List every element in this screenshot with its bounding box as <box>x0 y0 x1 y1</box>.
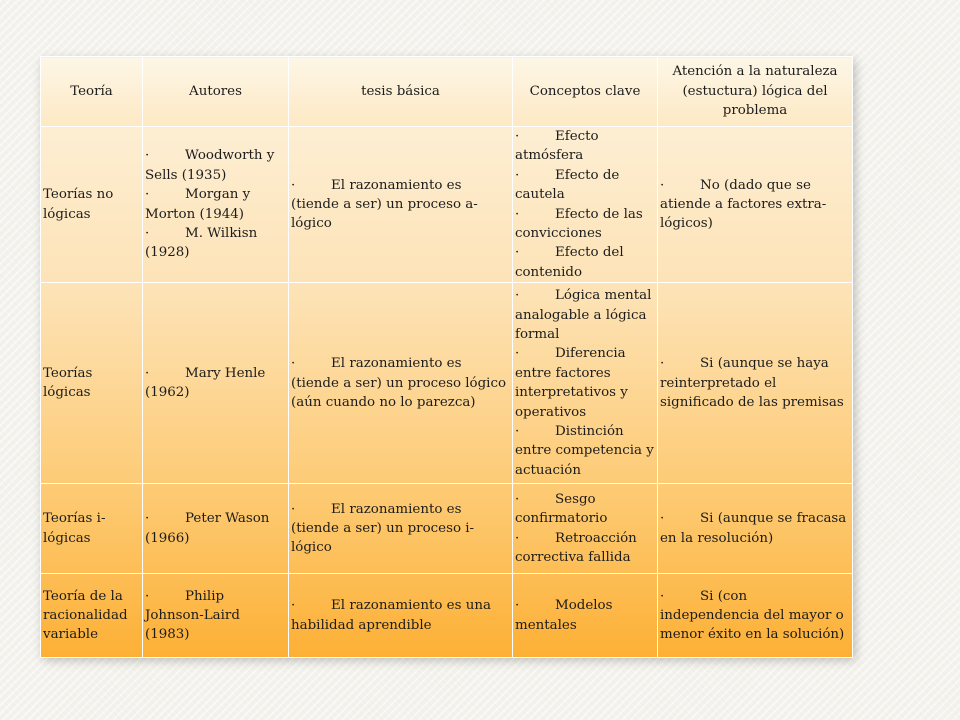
cell-teoria: Teorías lógicas <box>41 283 143 484</box>
author-item <box>145 224 286 263</box>
table-row <box>41 484 853 574</box>
author-text: Woodworth y Sells (1935) <box>145 148 275 183</box>
cell-atencion <box>658 283 853 484</box>
bullet: · <box>660 356 665 372</box>
bullet: · <box>515 530 520 546</box>
bullet: · <box>660 511 665 527</box>
author-text: Mary Henle (1962) <box>145 365 266 401</box>
table-header-row <box>41 57 853 127</box>
concept-item <box>515 205 655 244</box>
header-atencion: Atención a la naturaleza (estuctura) lógica del problema <box>658 57 853 127</box>
bullet: · <box>291 598 296 614</box>
bullet: · <box>145 588 150 604</box>
concept-text: Lógica mental analogable a lógica formal <box>515 288 652 343</box>
concept-text: Modelos mentales <box>515 598 613 633</box>
tesis-text: El razonamiento es (tiende a ser) un proceso a-lógico <box>291 177 478 232</box>
author-item <box>145 587 286 645</box>
bullet: · <box>515 129 520 144</box>
table-row <box>41 574 853 658</box>
bullet: · <box>145 365 150 381</box>
concept-text: Distinción entre competencia y actuación <box>515 424 654 478</box>
concept-item <box>515 166 655 205</box>
concept-item <box>515 243 655 282</box>
bullet: · <box>515 598 520 614</box>
concept-text: Retroacción correctiva fallida <box>515 530 637 566</box>
concept-item <box>515 490 655 529</box>
bullet: · <box>291 356 296 372</box>
author-item <box>145 185 286 224</box>
cell-tesis <box>289 283 513 484</box>
cell-atencion <box>658 484 853 574</box>
cell-conceptos <box>513 127 658 283</box>
bullet: · <box>145 511 150 527</box>
bullet: · <box>515 167 520 183</box>
cell-autores <box>143 574 289 658</box>
cell-conceptos <box>513 283 658 484</box>
cell-tesis <box>289 484 513 574</box>
concept-text: Efecto de las convicciones <box>515 206 643 242</box>
concept-item <box>515 529 655 568</box>
bullet: · <box>145 226 150 242</box>
cell-conceptos <box>513 574 658 658</box>
cell-autores <box>143 127 289 283</box>
theories-table <box>40 56 853 658</box>
bullet: · <box>515 288 520 304</box>
cell-atencion <box>658 127 853 283</box>
cell-tesis <box>289 127 513 283</box>
bullet: · <box>515 424 520 440</box>
concept-text: Efecto de cautela <box>515 167 620 203</box>
author-item <box>145 364 286 403</box>
bullet: · <box>291 501 296 517</box>
atencion-text: No (dado que se atiende a factores extra-lógicos) <box>660 177 827 232</box>
header-tesis: tesis básica <box>289 57 513 127</box>
author-text: Peter Wason (1966) <box>145 511 270 546</box>
cell-teoria: Teoría de la racionalidad variable <box>41 574 143 658</box>
concept-item <box>515 286 655 344</box>
bullet: · <box>660 588 665 604</box>
concept-item <box>515 344 655 422</box>
atencion-text: Si (con independencia del mayor o menor éxito en la solución) <box>660 588 845 643</box>
bullet: · <box>145 148 150 164</box>
tesis-text: El razonamiento es (tiende a ser) un proceso lógico (aún cuando no lo parezca) <box>291 356 507 410</box>
author-text: Morgan y Morton (1944) <box>145 187 251 222</box>
concept-text: Sesgo confirmatorio <box>515 491 608 527</box>
author-item <box>145 509 286 548</box>
header-conceptos: Conceptos clave <box>513 57 658 127</box>
bullet: · <box>515 491 520 507</box>
table-row <box>41 127 853 283</box>
cell-teoria: Teorías no lógicas <box>41 127 143 283</box>
cell-teoria: Teorías i-lógicas <box>41 484 143 574</box>
bullet: · <box>515 245 520 261</box>
concept-item <box>515 422 655 480</box>
concept-item <box>515 127 655 166</box>
bullet: · <box>291 177 296 193</box>
cell-autores <box>143 283 289 484</box>
concept-text: Efecto del contenido <box>515 245 624 280</box>
table-row <box>41 283 853 484</box>
bullet: · <box>515 206 520 222</box>
cell-tesis <box>289 574 513 658</box>
tesis-text: El razonamiento es una habilidad aprendible <box>291 598 491 633</box>
concept-text: Efecto atmósfera <box>515 129 599 164</box>
bullet: · <box>660 177 665 193</box>
author-item <box>145 146 286 185</box>
atencion-text: Si (aunque se haya reinterpretado el significado de las premisas <box>660 356 844 410</box>
cell-autores <box>143 484 289 574</box>
header-teoria: Teoría <box>41 57 143 127</box>
bullet: · <box>515 346 520 362</box>
cell-conceptos <box>513 484 658 574</box>
author-text: Philip Johnson-Laird (1983) <box>145 588 240 643</box>
concept-item <box>515 596 655 635</box>
atencion-text: Si (aunque se fracasa en la resolución) <box>660 511 847 546</box>
tesis-text: El razonamiento es (tiende a ser) un proceso i-lógico <box>291 501 475 556</box>
header-autores: Autores <box>143 57 289 127</box>
cell-atencion <box>658 574 853 658</box>
bullet: · <box>145 187 150 203</box>
author-text: M. Wilkisn (1928) <box>145 226 258 261</box>
concept-text: Diferencia entre factores interpretativos y operativos <box>515 346 628 420</box>
